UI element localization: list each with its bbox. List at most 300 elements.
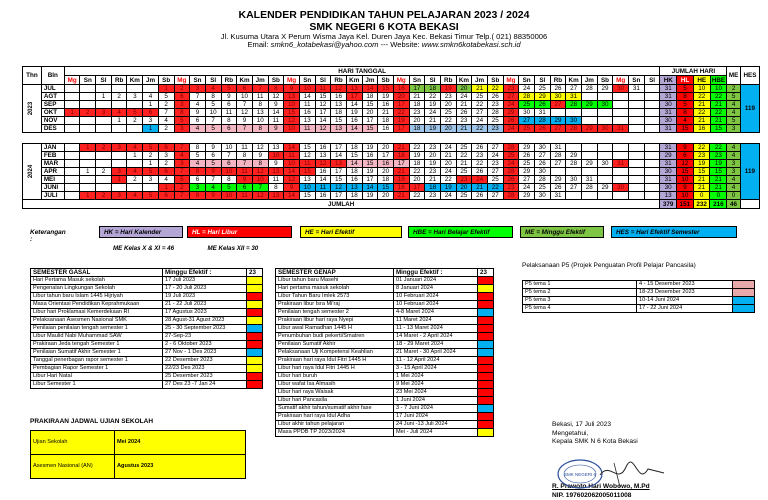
day-cell: 16 — [299, 109, 315, 117]
day-cell: 12 — [252, 192, 268, 200]
minggu-efektif-value: 23 — [478, 269, 494, 277]
year-label: 2023 — [23, 85, 42, 133]
thn-header: Thn — [23, 67, 42, 85]
day-cell: 24 — [487, 152, 503, 160]
day-cell: 25 — [487, 176, 503, 184]
day-header: Mg — [503, 76, 519, 85]
legend-item: HL = Hari Libur — [187, 226, 292, 238]
day-cell: 4 — [174, 152, 190, 160]
day-cell — [613, 192, 629, 200]
day-cell — [127, 85, 143, 93]
school-name: SMK NEGERI 6 KOTA BEKASI — [309, 20, 459, 33]
day-cell: 15 — [331, 176, 347, 184]
day-cell: 2 — [158, 160, 174, 168]
sum-header: HE — [693, 76, 710, 85]
day-cell: 22 — [456, 152, 472, 160]
day-cell: 28 — [566, 160, 582, 168]
day-cell — [644, 176, 660, 184]
day-cell: 10 — [252, 176, 268, 184]
day-cell — [628, 101, 644, 109]
school-address: Jl. Kusuma Utara X Perum Wisma Jaya Kel. Duren Jaya Kec. Bekasi Timur Telp.( 021) 88350006 — [220, 32, 548, 42]
hes-total: 119 — [740, 144, 759, 200]
day-cell — [597, 109, 613, 117]
day-cell: 4 — [127, 168, 143, 176]
day-cell: 10 — [205, 109, 221, 117]
month-sum: 22 — [710, 109, 727, 117]
day-cell: 12 — [315, 101, 331, 109]
day-cell — [64, 117, 80, 125]
day-cell: 9 — [190, 109, 206, 117]
day-cell: 3 — [127, 93, 143, 101]
ujian-title: PRAKIRAAN JADWAL UJIAN SEKOLAH — [30, 418, 154, 425]
day-cell: 4 — [190, 160, 206, 168]
day-cell — [96, 125, 112, 133]
day-cell: 6 — [174, 93, 190, 101]
day-cell: 19 — [393, 117, 409, 125]
day-cell: 18 — [346, 168, 362, 176]
day-cell: 21 — [378, 109, 394, 117]
day-cell: 19 — [393, 176, 409, 184]
day-cell: 11 — [237, 168, 253, 176]
day-cell: 8 — [268, 85, 284, 93]
day-header: Sn — [299, 76, 315, 85]
event-color-swatch — [478, 317, 494, 325]
day-cell: 23 — [456, 117, 472, 125]
day-cell: 8 — [205, 93, 221, 101]
day-header: Mg — [64, 76, 80, 85]
school-stamp-icon — [552, 457, 672, 491]
event-color-swatch — [247, 365, 263, 373]
month-name: JUNI — [41, 184, 64, 192]
event-name: Libur hari raya Idul Fitri 1445 H — [276, 365, 394, 373]
event-name: Pelaksanaan Asesmen Nasional SMK — [31, 317, 163, 325]
day-cell — [143, 184, 159, 192]
day-cell: 11 — [237, 144, 253, 152]
day-cell: 13 — [268, 144, 284, 152]
day-cell: 24 — [440, 168, 456, 176]
event-name: Libur hari Proklamasi Kemerdekaan RI — [31, 309, 163, 317]
event-name: Libur tahun baru Islam 1445 Hijriyah — [31, 293, 163, 301]
month-name: AGT — [41, 93, 64, 101]
day-cell: 3 — [190, 184, 206, 192]
day-cell: 26 — [550, 184, 566, 192]
day-cell: 13 — [299, 117, 315, 125]
day-cell: 5 — [174, 176, 190, 184]
day-cell: 20 — [456, 184, 472, 192]
month-name: MEI — [41, 176, 64, 184]
event-row — [276, 373, 494, 381]
day-header: Sb — [597, 76, 613, 85]
event-row — [276, 285, 494, 293]
day-header: Mg — [613, 76, 629, 85]
day-header: Mg — [284, 76, 300, 85]
day-cell: 20 — [440, 101, 456, 109]
day-cell — [581, 152, 597, 160]
day-cell: 12 — [237, 109, 253, 117]
day-cell: 24 — [440, 192, 456, 200]
event-date: 28 Agust-31 Agust 2023 — [163, 317, 247, 325]
day-cell: 3 — [111, 192, 127, 200]
month-sum: 31 — [660, 160, 677, 168]
month-row — [23, 85, 760, 93]
p5-table — [522, 280, 755, 313]
day-header: Sl — [205, 76, 221, 85]
day-cell: 7 — [174, 192, 190, 200]
day-cell: 21 — [425, 117, 441, 125]
month-me: 0 — [727, 192, 741, 200]
day-cell: 30 — [597, 160, 613, 168]
month-row — [23, 125, 760, 133]
day-cell — [581, 109, 597, 117]
day-cell: 18 — [378, 117, 394, 125]
day-cell: 1 — [127, 152, 143, 160]
day-cell — [64, 160, 80, 168]
day-cell: 15 — [331, 117, 347, 125]
month-sum: 0 — [693, 192, 710, 200]
day-cell — [628, 168, 644, 176]
day-cell: 14 — [315, 176, 331, 184]
day-cell — [96, 101, 112, 109]
day-cell: 23 — [472, 152, 488, 160]
day-cell — [613, 117, 629, 125]
month-sum: 21 — [710, 101, 727, 109]
sum-header: HBE — [711, 76, 726, 84]
minggu-efektif-label: Minggu Efektif : — [394, 269, 478, 277]
day-cell: 9 — [252, 152, 268, 160]
day-cell: 13 — [331, 101, 347, 109]
day-header: Sn — [628, 76, 644, 85]
minggu-efektif-value: 23 — [247, 269, 263, 277]
day-cell — [581, 192, 597, 200]
day-cell — [644, 152, 660, 160]
day-cell: 14 — [284, 144, 300, 152]
day-cell: 9 — [221, 93, 237, 101]
signature-role: Kepala SMK N 6 Kota Bekasi — [552, 438, 638, 446]
p5-name: P5 tema 2 — [523, 289, 637, 297]
day-cell: 3 — [174, 160, 190, 168]
day-cell: 31 — [566, 93, 582, 101]
event-date: 17 Juli 2023 — [163, 277, 247, 285]
day-cell: 2 — [174, 85, 190, 93]
day-cell: 9 — [284, 184, 300, 192]
day-cell: 13 — [299, 176, 315, 184]
event-color-swatch — [247, 357, 263, 365]
day-cell: 13 — [252, 109, 268, 117]
day-cell: 31 — [534, 109, 550, 117]
day-cell: 19 — [440, 184, 456, 192]
day-header: Sl — [425, 76, 441, 85]
event-date: 25 Desember 2023 — [163, 373, 247, 381]
day-cell: 3 — [190, 85, 206, 93]
day-cell: 27 — [487, 168, 503, 176]
month-sum: 4 — [677, 117, 694, 125]
day-cell: 28 — [550, 152, 566, 160]
day-cell: 20 — [456, 85, 472, 93]
day-cell: 25 — [456, 168, 472, 176]
header — [0, 10, 768, 50]
day-header: Sn — [80, 76, 96, 85]
day-cell: 11 — [252, 93, 268, 101]
event-date: 27 Des 23 -7 Jan 24 — [163, 381, 247, 389]
day-cell: 23 — [503, 184, 519, 192]
day-cell: 2 — [143, 152, 159, 160]
month-sum: 23 — [693, 152, 710, 160]
day-cell: 24 — [519, 184, 535, 192]
event-color-swatch — [247, 301, 263, 309]
day-cell — [111, 101, 127, 109]
day-cell: 15 — [362, 160, 378, 168]
month-sum: 22 — [693, 144, 710, 152]
event-row — [31, 357, 263, 365]
month-sum: 8 — [677, 109, 694, 117]
event-color-swatch — [478, 429, 494, 437]
day-cell: 4 — [127, 192, 143, 200]
month-me: 4 — [727, 184, 741, 192]
day-cell: 7 — [174, 168, 190, 176]
day-header: Sn — [409, 76, 425, 85]
event-date: 3 - 7 Juni 2024 — [394, 405, 478, 413]
day-cell: 2 — [96, 192, 112, 200]
event-color-swatch — [247, 341, 263, 349]
day-cell: 2 — [111, 93, 127, 101]
day-cell: 25 — [487, 117, 503, 125]
event-row — [276, 397, 494, 405]
day-cell: 28 — [503, 144, 519, 152]
day-cell: 1 — [111, 117, 127, 125]
event-row — [276, 365, 494, 373]
day-cell: 9 — [268, 125, 284, 133]
p5-name: P5 tema 4 — [523, 305, 637, 313]
day-cell: 10 — [252, 117, 268, 125]
event-date: 27-Sep-23 — [163, 333, 247, 341]
day-cell: 12 — [299, 152, 315, 160]
month-sum: 6 — [677, 152, 694, 160]
event-row — [276, 357, 494, 365]
day-cell — [644, 125, 660, 133]
legend-item: HBE = Hari Belajar Efektif — [408, 226, 513, 238]
month-sum: 21 — [693, 184, 710, 192]
day-cell: 16 — [362, 152, 378, 160]
month-sum: 15 — [710, 168, 727, 176]
p5-date: 18-23 Desember 2023 — [637, 289, 733, 297]
day-cell: 13 — [315, 152, 331, 160]
day-cell: 21 — [409, 93, 425, 101]
day-cell: 17 — [331, 192, 347, 200]
event-color-swatch — [478, 309, 494, 317]
day-cell: 17 — [346, 93, 362, 101]
day-cell: 6 — [190, 117, 206, 125]
day-cell — [597, 117, 613, 125]
month-sum: 21 — [693, 117, 710, 125]
event-date: 21 - 22 Juli 2023 — [163, 301, 247, 309]
p5-row — [523, 289, 755, 297]
day-cell: 2 — [127, 117, 143, 125]
day-cell: 6 — [158, 144, 174, 152]
day-cell — [64, 192, 80, 200]
day-cell: 21 — [456, 125, 472, 133]
event-row — [276, 277, 494, 285]
day-cell — [644, 101, 660, 109]
day-cell: 5 — [143, 144, 159, 152]
bln-header: Bln — [41, 67, 64, 85]
event-name: Penumbuhan budi pekerti/Smatren — [276, 333, 394, 341]
month-sum: 22 — [693, 93, 710, 101]
day-cell — [566, 192, 582, 200]
day-cell: 29 — [503, 109, 519, 117]
day-cell: 21 — [425, 176, 441, 184]
day-cell: 10 — [299, 184, 315, 192]
event-name: Hari Pertama Masuk sekolah — [31, 277, 163, 285]
day-cell: 14 — [284, 168, 300, 176]
day-cell: 29 — [581, 125, 597, 133]
month-me: 2 — [727, 85, 741, 93]
day-header: Sb — [158, 76, 174, 85]
day-cell: 22 — [487, 85, 503, 93]
ujian-date: Agustus 2023 — [115, 455, 246, 479]
day-cell: 14 — [284, 192, 300, 200]
day-cell — [628, 125, 644, 133]
day-header: Sb — [487, 76, 503, 85]
day-cell — [613, 152, 629, 160]
day-cell: 4 — [190, 101, 206, 109]
day-cell: 18 — [425, 184, 441, 192]
website-link[interactable]: www.smkn6kotabekasi.sch.id — [421, 40, 521, 50]
day-cell: 8 — [174, 109, 190, 117]
hari-tanggal-header: HARI TANGGAL — [64, 67, 660, 76]
day-cell — [628, 144, 644, 152]
day-cell: 22 — [487, 184, 503, 192]
day-cell — [550, 168, 566, 176]
day-cell: 7 — [237, 101, 253, 109]
day-cell: 27 — [503, 93, 519, 101]
day-cell: 2 — [158, 125, 174, 133]
day-cell: 16 — [378, 125, 394, 133]
event-name: Libur Maulid Nabi Muhammad SAW — [31, 333, 163, 341]
day-cell: 25 — [519, 125, 535, 133]
month-me: 4 — [727, 144, 741, 152]
event-date: 4-8 Maret 2024 — [394, 309, 478, 317]
day-cell: 14 — [362, 85, 378, 93]
p5-date: 10-14 Juni 2024 — [637, 297, 733, 305]
month-sum: 15 — [710, 125, 727, 133]
day-cell — [566, 109, 582, 117]
day-cell: 6 — [221, 160, 237, 168]
day-cell: 24 — [425, 109, 441, 117]
day-cell — [613, 101, 629, 109]
day-cell: 5 — [205, 101, 221, 109]
day-cell: 31 — [550, 192, 566, 200]
day-header: Sl — [96, 76, 112, 85]
day-cell: 28 — [566, 125, 582, 133]
day-cell: 19 — [362, 168, 378, 176]
day-cell: 16 — [315, 192, 331, 200]
month-me: 3 — [727, 125, 741, 133]
event-color-swatch — [247, 373, 263, 381]
day-cell: 29 — [581, 160, 597, 168]
month-sum: 29 — [660, 152, 677, 160]
day-cell: 30 — [534, 168, 550, 176]
day-cell: 1 — [143, 125, 159, 133]
sum-header: HK — [660, 76, 677, 85]
day-cell — [96, 85, 112, 93]
event-date: 18 - 29 Maret 2024 — [394, 341, 478, 349]
day-header: Sl — [644, 76, 660, 85]
day-cell: 24 — [519, 85, 535, 93]
day-cell: 31 — [613, 125, 629, 133]
day-cell: 30 — [566, 176, 582, 184]
day-cell: 27 — [566, 85, 582, 93]
ujian-date: Mei 2024 — [115, 431, 246, 455]
day-cell: 31 — [550, 144, 566, 152]
day-cell — [644, 93, 660, 101]
event-name: Masa Orientasi Pendidikan Keprahmukaan — [31, 301, 163, 309]
event-date: 17 - 20 Juli 2023 — [163, 285, 247, 293]
day-cell: 17 — [409, 184, 425, 192]
day-cell: 2 — [127, 176, 143, 184]
day-cell: 24 — [440, 144, 456, 152]
month-sum: 10 — [677, 176, 694, 184]
day-cell — [80, 85, 96, 93]
day-header: Jm — [472, 76, 488, 85]
day-header: Sl — [534, 76, 550, 85]
day-cell: 5 — [190, 152, 206, 160]
day-cell: 12 — [252, 144, 268, 152]
day-cell: 20 — [409, 117, 425, 125]
event-color-swatch — [478, 389, 494, 397]
event-color-swatch — [478, 357, 494, 365]
month-sum: 30 — [660, 117, 677, 125]
day-cell: 4 — [205, 184, 221, 192]
day-cell: 20 — [409, 176, 425, 184]
month-row — [23, 109, 760, 117]
day-cell: 9 — [205, 192, 221, 200]
day-cell: 29 — [534, 93, 550, 101]
month-sum: 9 — [677, 184, 694, 192]
email-link[interactable]: smkn6_kotabekasi@yahoo.com — [270, 40, 379, 50]
day-cell: 14 — [315, 117, 331, 125]
event-color-swatch — [478, 421, 494, 429]
event-row — [31, 301, 263, 309]
event-date: 25 - 30 September 2023 — [163, 325, 247, 333]
month-sum: 15 — [677, 168, 694, 176]
event-row — [276, 421, 494, 429]
event-date: 10 Februari 2024 — [394, 293, 478, 301]
month-sum: 10 — [693, 85, 710, 93]
event-name: Penilaian tengah semester 2 — [276, 309, 394, 317]
p5-row — [523, 281, 755, 289]
month-me: 4 — [727, 109, 741, 117]
month-name: JAN — [41, 144, 64, 152]
day-cell: 28 — [534, 176, 550, 184]
jumlah-hari-header: JUMLAH HARI — [660, 67, 727, 76]
grand-total: 232 — [693, 200, 710, 209]
day-cell: 23 — [425, 192, 441, 200]
day-cell: 13 — [284, 93, 300, 101]
day-header: Km — [346, 76, 362, 85]
day-cell — [613, 109, 629, 117]
event-color-swatch — [478, 285, 494, 293]
grand-total: 46 — [727, 200, 741, 209]
day-cell: 6 — [158, 168, 174, 176]
day-cell: 10 — [299, 85, 315, 93]
event-name: Prakiraan libur Isra Mi'raj — [276, 301, 394, 309]
day-cell: 23 — [425, 168, 441, 176]
month-row — [23, 168, 760, 176]
day-cell: 24 — [472, 117, 488, 125]
day-cell — [96, 117, 112, 125]
day-cell: 18 — [393, 152, 409, 160]
day-cell — [628, 93, 644, 101]
